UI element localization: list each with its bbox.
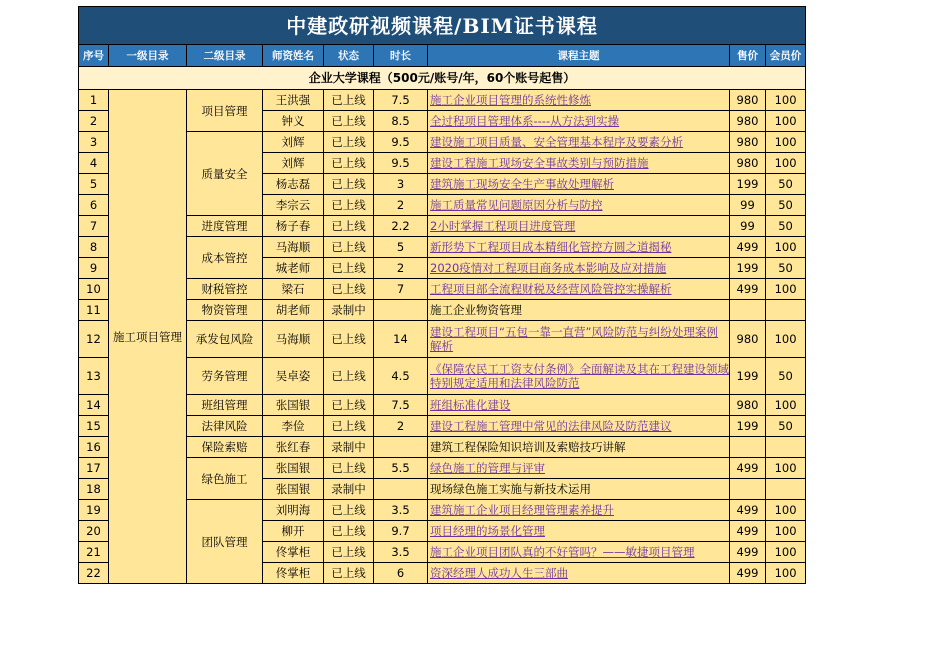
price-cell: 199 bbox=[730, 358, 766, 395]
title-row bbox=[79, 7, 806, 45]
course-link[interactable]: 《保障农民工工资支付条例》全面解读及其在工程建设领域特别规定适用和法律风险防范 bbox=[430, 362, 729, 390]
header-topic: 课程主题 bbox=[428, 45, 730, 67]
topic-cell bbox=[428, 216, 730, 237]
course-link[interactable]: 全过程项目管理体系----从方法到实操 bbox=[430, 114, 620, 128]
member-price-cell: 50 bbox=[766, 216, 806, 237]
duration-cell: 9.7 bbox=[374, 521, 428, 542]
teacher-cell: 马海顺 bbox=[263, 237, 324, 258]
topic-cell bbox=[428, 479, 730, 500]
topic-cell bbox=[428, 132, 730, 153]
member-price-cell: 50 bbox=[766, 416, 806, 437]
topic-cell bbox=[428, 416, 730, 437]
member-price-cell: 100 bbox=[766, 111, 806, 132]
status-cell: 已上线 bbox=[324, 542, 374, 563]
price-cell: 499 bbox=[730, 500, 766, 521]
member-price-cell: 100 bbox=[766, 321, 806, 358]
header-teacher: 师资姓名 bbox=[263, 45, 324, 67]
status-cell: 已上线 bbox=[324, 90, 374, 111]
duration-cell: 7 bbox=[374, 279, 428, 300]
member-price-cell: 100 bbox=[766, 395, 806, 416]
section-title: 企业大学课程（500元/账号/年，60个账号起售） bbox=[79, 67, 806, 90]
row-number: 6 bbox=[79, 195, 109, 216]
teacher-cell: 李俭 bbox=[263, 416, 324, 437]
duration-cell bbox=[374, 437, 428, 458]
row-number: 9 bbox=[79, 258, 109, 279]
topic-cell bbox=[428, 300, 730, 321]
member-price-cell: 50 bbox=[766, 174, 806, 195]
duration-cell: 5 bbox=[374, 237, 428, 258]
price-cell bbox=[730, 300, 766, 321]
header-row bbox=[79, 45, 806, 67]
row-number: 7 bbox=[79, 216, 109, 237]
price-cell: 99 bbox=[730, 216, 766, 237]
table-row bbox=[79, 279, 806, 300]
course-link[interactable]: 项目经理的场景化管理 bbox=[430, 524, 545, 538]
row-number: 22 bbox=[79, 563, 109, 584]
topic-cell bbox=[428, 458, 730, 479]
table-row bbox=[79, 321, 806, 358]
status-cell: 已上线 bbox=[324, 321, 374, 358]
member-price-cell: 50 bbox=[766, 258, 806, 279]
status-cell: 已上线 bbox=[324, 174, 374, 195]
duration-cell: 14 bbox=[374, 321, 428, 358]
level2-cell: 劳务管理 bbox=[187, 358, 263, 395]
status-cell: 已上线 bbox=[324, 132, 374, 153]
teacher-cell: 吴卓姿 bbox=[263, 358, 324, 395]
member-price-cell: 100 bbox=[766, 500, 806, 521]
row-number: 4 bbox=[79, 153, 109, 174]
row-number: 20 bbox=[79, 521, 109, 542]
course-link[interactable]: 建设工程施工管理中常见的法律风险及防范建议 bbox=[430, 419, 672, 433]
header-member-price: 会员价 bbox=[766, 45, 806, 67]
status-cell: 已上线 bbox=[324, 153, 374, 174]
price-cell bbox=[730, 437, 766, 458]
price-cell: 980 bbox=[730, 321, 766, 358]
status-cell: 已上线 bbox=[324, 395, 374, 416]
teacher-cell: 佟掌柜 bbox=[263, 542, 324, 563]
duration-cell bbox=[374, 300, 428, 321]
teacher-cell: 张国银 bbox=[263, 458, 324, 479]
course-link[interactable]: 建设工程施工现场安全事故类别与预防措施 bbox=[430, 156, 649, 170]
price-cell: 980 bbox=[730, 90, 766, 111]
topic-cell bbox=[428, 563, 730, 584]
course-sheet bbox=[78, 6, 805, 584]
level2-cell: 项目管理 bbox=[187, 90, 263, 132]
topic-cell bbox=[428, 153, 730, 174]
table-row bbox=[79, 132, 806, 153]
teacher-cell: 马海顺 bbox=[263, 321, 324, 358]
course-link[interactable]: 新形势下工程项目成本精细化管控方圆之道揭秘 bbox=[430, 240, 672, 254]
duration-cell: 7.5 bbox=[374, 90, 428, 111]
member-price-cell bbox=[766, 479, 806, 500]
level2-cell: 绿色施工 bbox=[187, 458, 263, 500]
table-row bbox=[79, 416, 806, 437]
price-cell: 980 bbox=[730, 395, 766, 416]
course-link[interactable]: 班组标准化建设 bbox=[430, 398, 511, 412]
course-title: 建筑工程保险知识培训及索赔技巧讲解 bbox=[430, 440, 626, 454]
topic-cell bbox=[428, 321, 730, 358]
row-number: 21 bbox=[79, 542, 109, 563]
teacher-cell: 刘辉 bbox=[263, 132, 324, 153]
topic-cell bbox=[428, 521, 730, 542]
course-link[interactable]: 建筑施工企业项目经理管理素养提升 bbox=[430, 503, 614, 517]
topic-cell bbox=[428, 258, 730, 279]
price-cell: 499 bbox=[730, 521, 766, 542]
header-duration: 时长 bbox=[374, 45, 428, 67]
row-number: 8 bbox=[79, 237, 109, 258]
table-row bbox=[79, 437, 806, 458]
course-table bbox=[78, 6, 806, 584]
teacher-cell: 柳开 bbox=[263, 521, 324, 542]
header-price: 售价 bbox=[730, 45, 766, 67]
topic-cell bbox=[428, 395, 730, 416]
price-cell: 980 bbox=[730, 153, 766, 174]
table-row bbox=[79, 500, 806, 521]
topic-cell bbox=[428, 500, 730, 521]
course-link[interactable]: 建设工程项目“五包一靠一直营”风险防范与纠纷处理案例解析 bbox=[430, 325, 718, 353]
level2-cell: 承发包风险 bbox=[187, 321, 263, 358]
status-cell: 已上线 bbox=[324, 195, 374, 216]
price-cell: 980 bbox=[730, 111, 766, 132]
table-row bbox=[79, 395, 806, 416]
course-link[interactable]: 2020疫情对工程项目商务成本影响及应对措施 bbox=[430, 261, 667, 275]
duration-cell: 9.5 bbox=[374, 132, 428, 153]
member-price-cell: 100 bbox=[766, 279, 806, 300]
teacher-cell: 李宗云 bbox=[263, 195, 324, 216]
course-link[interactable]: 施工企业项目团队真的不好管吗？——敏捷项目管理 bbox=[430, 545, 695, 559]
level1-cell: 施工项目管理 bbox=[109, 90, 187, 584]
topic-cell bbox=[428, 195, 730, 216]
level2-cell: 保险索赔 bbox=[187, 437, 263, 458]
row-number: 15 bbox=[79, 416, 109, 437]
status-cell: 已上线 bbox=[324, 458, 374, 479]
row-number: 1 bbox=[79, 90, 109, 111]
topic-cell bbox=[428, 542, 730, 563]
row-number: 3 bbox=[79, 132, 109, 153]
duration-cell: 4.5 bbox=[374, 358, 428, 395]
duration-cell: 7.5 bbox=[374, 395, 428, 416]
course-link[interactable]: 施工质量常见问题原因分析与防控 bbox=[430, 198, 603, 212]
level2-cell: 进度管理 bbox=[187, 216, 263, 237]
row-number: 19 bbox=[79, 500, 109, 521]
topic-cell bbox=[428, 111, 730, 132]
duration-cell: 3.5 bbox=[374, 500, 428, 521]
teacher-cell: 胡老师 bbox=[263, 300, 324, 321]
status-cell: 录制中 bbox=[324, 437, 374, 458]
status-cell: 已上线 bbox=[324, 500, 374, 521]
topic-cell bbox=[428, 279, 730, 300]
duration-cell: 6 bbox=[374, 563, 428, 584]
member-price-cell: 50 bbox=[766, 358, 806, 395]
price-cell: 499 bbox=[730, 237, 766, 258]
sheet-title: 中建政研视频课程/BIM证书课程 bbox=[79, 7, 806, 45]
row-number: 11 bbox=[79, 300, 109, 321]
teacher-cell: 梁石 bbox=[263, 279, 324, 300]
table-row bbox=[79, 216, 806, 237]
status-cell: 已上线 bbox=[324, 563, 374, 584]
price-cell: 99 bbox=[730, 195, 766, 216]
duration-cell: 2.2 bbox=[374, 216, 428, 237]
course-link[interactable]: 建筑施工现场安全生产事故处理解析 bbox=[430, 177, 614, 191]
row-number: 12 bbox=[79, 321, 109, 358]
course-link[interactable]: 建设施工项目质量、安全管理基本程序及要素分析 bbox=[430, 135, 683, 149]
row-number: 10 bbox=[79, 279, 109, 300]
row-number: 5 bbox=[79, 174, 109, 195]
table-row bbox=[79, 458, 806, 479]
course-title: 现场绿色施工实施与新技术运用 bbox=[430, 482, 591, 496]
level2-cell: 质量安全 bbox=[187, 132, 263, 216]
table-row bbox=[79, 237, 806, 258]
price-cell: 199 bbox=[730, 416, 766, 437]
teacher-cell: 城老师 bbox=[263, 258, 324, 279]
teacher-cell: 王洪强 bbox=[263, 90, 324, 111]
price-cell: 499 bbox=[730, 458, 766, 479]
topic-cell bbox=[428, 237, 730, 258]
header-level1: 一级目录 bbox=[109, 45, 187, 67]
member-price-cell: 100 bbox=[766, 132, 806, 153]
table-row bbox=[79, 300, 806, 321]
header-level2: 二级目录 bbox=[187, 45, 263, 67]
course-link[interactable]: 绿色施工的管理与评审 bbox=[430, 461, 545, 475]
teacher-cell: 张红春 bbox=[263, 437, 324, 458]
row-number: 17 bbox=[79, 458, 109, 479]
status-cell: 录制中 bbox=[324, 479, 374, 500]
status-cell: 已上线 bbox=[324, 358, 374, 395]
course-link[interactable]: 2小时掌握工程项目进度管理 bbox=[430, 219, 576, 233]
teacher-cell: 刘明海 bbox=[263, 500, 324, 521]
course-link[interactable]: 资深经理人成功人生三部曲 bbox=[430, 566, 568, 580]
teacher-cell: 刘辉 bbox=[263, 153, 324, 174]
member-price-cell: 100 bbox=[766, 521, 806, 542]
header-status: 状态 bbox=[324, 45, 374, 67]
member-price-cell: 100 bbox=[766, 153, 806, 174]
topic-cell bbox=[428, 90, 730, 111]
status-cell: 已上线 bbox=[324, 258, 374, 279]
price-cell: 499 bbox=[730, 542, 766, 563]
member-price-cell: 50 bbox=[766, 195, 806, 216]
teacher-cell: 张国银 bbox=[263, 479, 324, 500]
level2-cell: 成本管控 bbox=[187, 237, 263, 279]
status-cell: 已上线 bbox=[324, 237, 374, 258]
teacher-cell: 杨子春 bbox=[263, 216, 324, 237]
duration-cell: 3 bbox=[374, 174, 428, 195]
price-cell: 980 bbox=[730, 132, 766, 153]
duration-cell: 3.5 bbox=[374, 542, 428, 563]
duration-cell: 2 bbox=[374, 195, 428, 216]
status-cell: 已上线 bbox=[324, 416, 374, 437]
price-cell: 199 bbox=[730, 258, 766, 279]
row-number: 18 bbox=[79, 479, 109, 500]
topic-cell bbox=[428, 437, 730, 458]
duration-cell: 8.5 bbox=[374, 111, 428, 132]
duration-cell bbox=[374, 479, 428, 500]
duration-cell: 5.5 bbox=[374, 458, 428, 479]
member-price-cell bbox=[766, 300, 806, 321]
price-cell: 499 bbox=[730, 563, 766, 584]
course-link[interactable]: 施工企业项目管理的系统性修炼 bbox=[430, 93, 591, 107]
duration-cell: 2 bbox=[374, 258, 428, 279]
price-cell bbox=[730, 479, 766, 500]
member-price-cell: 100 bbox=[766, 563, 806, 584]
teacher-cell: 杨志磊 bbox=[263, 174, 324, 195]
course-title: 施工企业物资管理 bbox=[430, 303, 522, 317]
level2-cell: 物资管理 bbox=[187, 300, 263, 321]
teacher-cell: 佟掌柜 bbox=[263, 563, 324, 584]
duration-cell: 2 bbox=[374, 416, 428, 437]
level2-cell: 法律风险 bbox=[187, 416, 263, 437]
table-row bbox=[79, 358, 806, 395]
section-row bbox=[79, 67, 806, 90]
member-price-cell: 100 bbox=[766, 237, 806, 258]
status-cell: 已上线 bbox=[324, 111, 374, 132]
duration-cell: 9.5 bbox=[374, 153, 428, 174]
status-cell: 录制中 bbox=[324, 300, 374, 321]
topic-cell bbox=[428, 358, 730, 395]
teacher-cell: 钟义 bbox=[263, 111, 324, 132]
row-number: 2 bbox=[79, 111, 109, 132]
price-cell: 199 bbox=[730, 174, 766, 195]
level2-cell: 财税管控 bbox=[187, 279, 263, 300]
status-cell: 已上线 bbox=[324, 279, 374, 300]
topic-cell bbox=[428, 174, 730, 195]
header-no: 序号 bbox=[79, 45, 109, 67]
level2-cell: 团队管理 bbox=[187, 500, 263, 584]
member-price-cell bbox=[766, 437, 806, 458]
status-cell: 已上线 bbox=[324, 216, 374, 237]
teacher-cell: 张国银 bbox=[263, 395, 324, 416]
table-row bbox=[79, 90, 806, 111]
row-number: 16 bbox=[79, 437, 109, 458]
status-cell: 已上线 bbox=[324, 521, 374, 542]
row-number: 14 bbox=[79, 395, 109, 416]
course-link[interactable]: 工程项目部全流程财税及经营风险管控实操解析 bbox=[430, 282, 672, 296]
price-cell: 499 bbox=[730, 279, 766, 300]
member-price-cell: 100 bbox=[766, 458, 806, 479]
level2-cell: 班组管理 bbox=[187, 395, 263, 416]
member-price-cell: 100 bbox=[766, 90, 806, 111]
row-number: 13 bbox=[79, 358, 109, 395]
member-price-cell: 100 bbox=[766, 542, 806, 563]
